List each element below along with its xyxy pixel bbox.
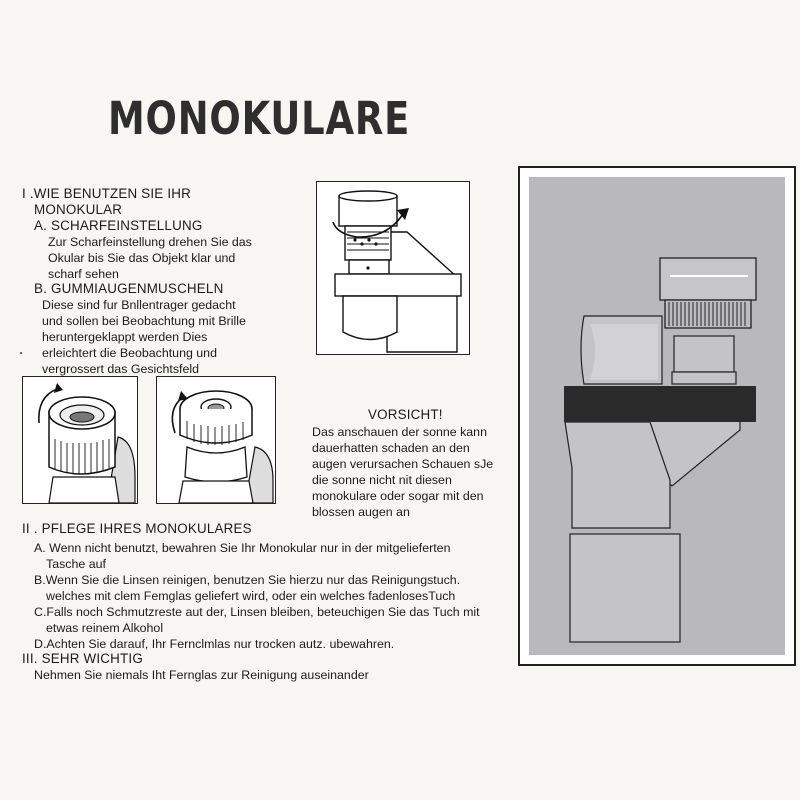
gummiaugenmuscheln-text-1: Diese sind fur Bnllentrager gedacht xyxy=(42,298,236,312)
section-2-heading: II . PFLEGE IHRES MONOKULARES xyxy=(22,521,252,536)
monocular-focus-icon xyxy=(317,182,469,354)
scharfeinstellung-text-2: Okular bis Sie das Objekt klar und xyxy=(48,251,236,265)
care-text-b2: welches mit clem Femglas geliefert wird, oder ein welches fadenlosesTuch xyxy=(46,589,456,603)
section-1-heading: I .WIE BENUTZEN SIE IHR xyxy=(22,186,192,201)
section-1-heading-cont: MONOKULAR xyxy=(34,202,123,217)
section-3-heading: III. SEHR WICHTIG xyxy=(22,651,143,666)
warning-text-4: die sonne nicht nit diesen xyxy=(312,473,452,487)
warning-text-5: monokulare oder sogar mit den xyxy=(312,489,484,503)
gummiaugenmuscheln-text-5: vergrossert das Gesichtsfeld xyxy=(42,362,200,376)
scharfeinstellung-text-3: scharf sehen xyxy=(48,267,119,281)
focus-illustration xyxy=(316,181,470,355)
care-text-a2: Tasche auf xyxy=(46,557,106,571)
page-title: MONOKULARE xyxy=(108,92,411,145)
warning-text-2: dauerhatten schaden an den xyxy=(312,441,470,455)
warning-text-1: Das anschauen der sonne kann xyxy=(312,425,487,439)
eyecup-folded-icon xyxy=(157,377,275,503)
monocular-diagram-panel xyxy=(518,166,796,666)
care-text-c1: C.Falls noch Schmutzreste aut der, Linsen bleiben, beteuchigen Sie das Tuch mit xyxy=(34,605,480,619)
print-speck xyxy=(20,352,22,354)
care-text-c2: etwas reinem Alkohol xyxy=(46,621,164,635)
gummiaugenmuscheln-text-4: erleichtert die Beobachtung und xyxy=(42,346,217,360)
eyecup-extended-icon xyxy=(23,377,137,503)
gummiaugenmuscheln-text-3: heruntergeklappt werden Dies xyxy=(42,330,208,344)
care-text-b1: B.Wenn Sie die Linsen reinigen, benutzen Sie hierzu nur das Reinigungstuch. xyxy=(34,573,461,587)
scharfeinstellung-text-1: Zur Scharfeinstellung drehen Sie das xyxy=(48,235,252,249)
care-text-a1: A. Wenn nicht benutzt, bewahren Sie Ihr Monokular nur in der mitgelieferten xyxy=(34,541,451,555)
gummiaugenmuscheln-text-2: und sollen bei Beobachtung mit Brille xyxy=(42,314,246,328)
care-text-d: D.Achten Sie darauf, Ihr Fernclmlas nur trocken autz. ubewahren. xyxy=(34,637,395,651)
scharfeinstellung-heading: A. SCHARFEINSTELLUNG xyxy=(34,218,203,233)
gummiaugenmuscheln-heading: B. GUMMIAUGENMUSCHELN xyxy=(34,281,224,296)
eyecup-down-illustration xyxy=(156,376,276,504)
warning-text-3: augen verursachen Schauen sJe xyxy=(312,457,494,471)
monocular-diagram-icon xyxy=(520,168,794,664)
warning-text-6: blossen augen an xyxy=(312,505,410,519)
important-text: Nehmen Sie niemals Iht Fernglas zur Reinigung auseinander xyxy=(34,668,369,682)
eyecup-up-illustration xyxy=(22,376,138,504)
warning-title: VORSICHT! xyxy=(368,407,443,422)
